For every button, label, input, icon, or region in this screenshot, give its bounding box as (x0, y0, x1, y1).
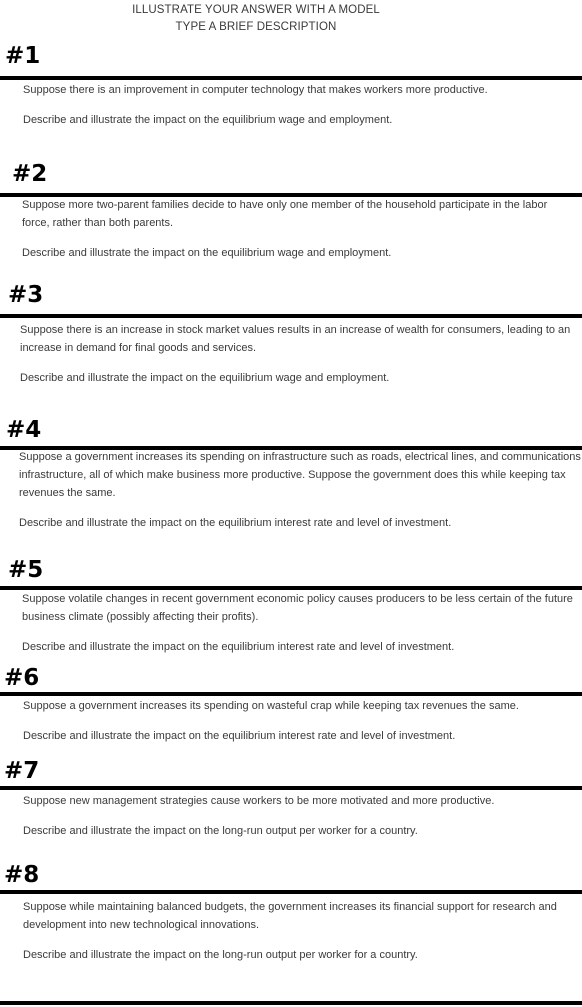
question-1-prompt: Describe and illustrate the impact on the equilibrium wage and employment. (23, 114, 393, 126)
question-5-prompt: Describe and illustrate the impact on the equilibrium interest rate and level of investment. (22, 641, 455, 653)
question-4-prompt: Describe and illustrate the impact on the equilibrium interest rate and level of investment. (19, 517, 452, 529)
question-6-number: #6 (4, 665, 40, 691)
question-4-text (19, 448, 581, 532)
question-8-text (23, 898, 578, 964)
question-8-scenario: Suppose while maintaining balanced budgets, the government increases its financial support for research and development into new technological innovations. (23, 901, 557, 931)
question-5-scenario: Suppose volatile changes in recent government economic policy causes producers to be less certain of the future business climate (possibly affecting their profits). (22, 593, 573, 623)
question-3-prompt: Describe and illustrate the impact on the equilibrium wage and employment. (20, 372, 390, 384)
question-3-text (20, 321, 578, 387)
next-section-divider (0, 1001, 582, 1005)
question-1-text (23, 81, 573, 129)
header-line-1: ILLUSTRATE YOUR ANSWER WITH A MODEL (132, 4, 380, 16)
question-6-text (23, 697, 578, 745)
question-5-text (22, 590, 580, 656)
question-2-text (22, 196, 570, 262)
question-4-scenario: Suppose a government increases its spending on infrastructure such as roads, electrical lines, and communications infrastructure, all of which make business more productive. Suppose the government does this while keeping tax revenues the same. (19, 451, 581, 499)
question-2-prompt: Describe and illustrate the impact on the equilibrium wage and employment. (22, 247, 392, 259)
question-8-prompt: Describe and illustrate the impact on the long-run output per worker for a country. (23, 949, 418, 961)
question-6-divider (0, 692, 582, 696)
question-4-number: #4 (6, 417, 42, 443)
question-8-number: #8 (4, 862, 40, 888)
question-7-scenario: Suppose new management strategies cause workers to be more motivated and more productive. (23, 795, 495, 807)
question-6-prompt: Describe and illustrate the impact on the equilibrium interest rate and level of investment. (23, 730, 456, 742)
question-7-number: #7 (4, 758, 40, 784)
question-3-divider (0, 314, 582, 318)
question-7-divider (0, 786, 582, 790)
question-1-divider (0, 76, 582, 80)
question-6-scenario: Suppose a government increases its spending on wasteful crap while keeping tax revenues the same. (23, 700, 519, 712)
question-2-scenario: Suppose more two-parent families decide to have only one member of the household participate in the labor force, rather than both parents. (22, 199, 548, 229)
question-7-text (23, 792, 578, 840)
question-3-scenario: Suppose there is an increase in stock market values results in an increase of wealth for consumers, leading to an increase in demand for final goods and services. (20, 324, 571, 354)
question-7-prompt: Describe and illustrate the impact on the long-run output per worker for a country. (23, 825, 418, 837)
question-3-number: #3 (8, 282, 44, 308)
question-5-number: #5 (8, 557, 44, 583)
header-line-2: TYPE A BRIEF DESCRIPTION (175, 21, 337, 33)
question-1-number: #1 (5, 43, 41, 69)
question-1-scenario: Suppose there is an improvement in computer technology that makes workers more productive. (23, 84, 488, 96)
question-8-divider (0, 890, 582, 894)
question-2-number: #2 (12, 161, 48, 187)
